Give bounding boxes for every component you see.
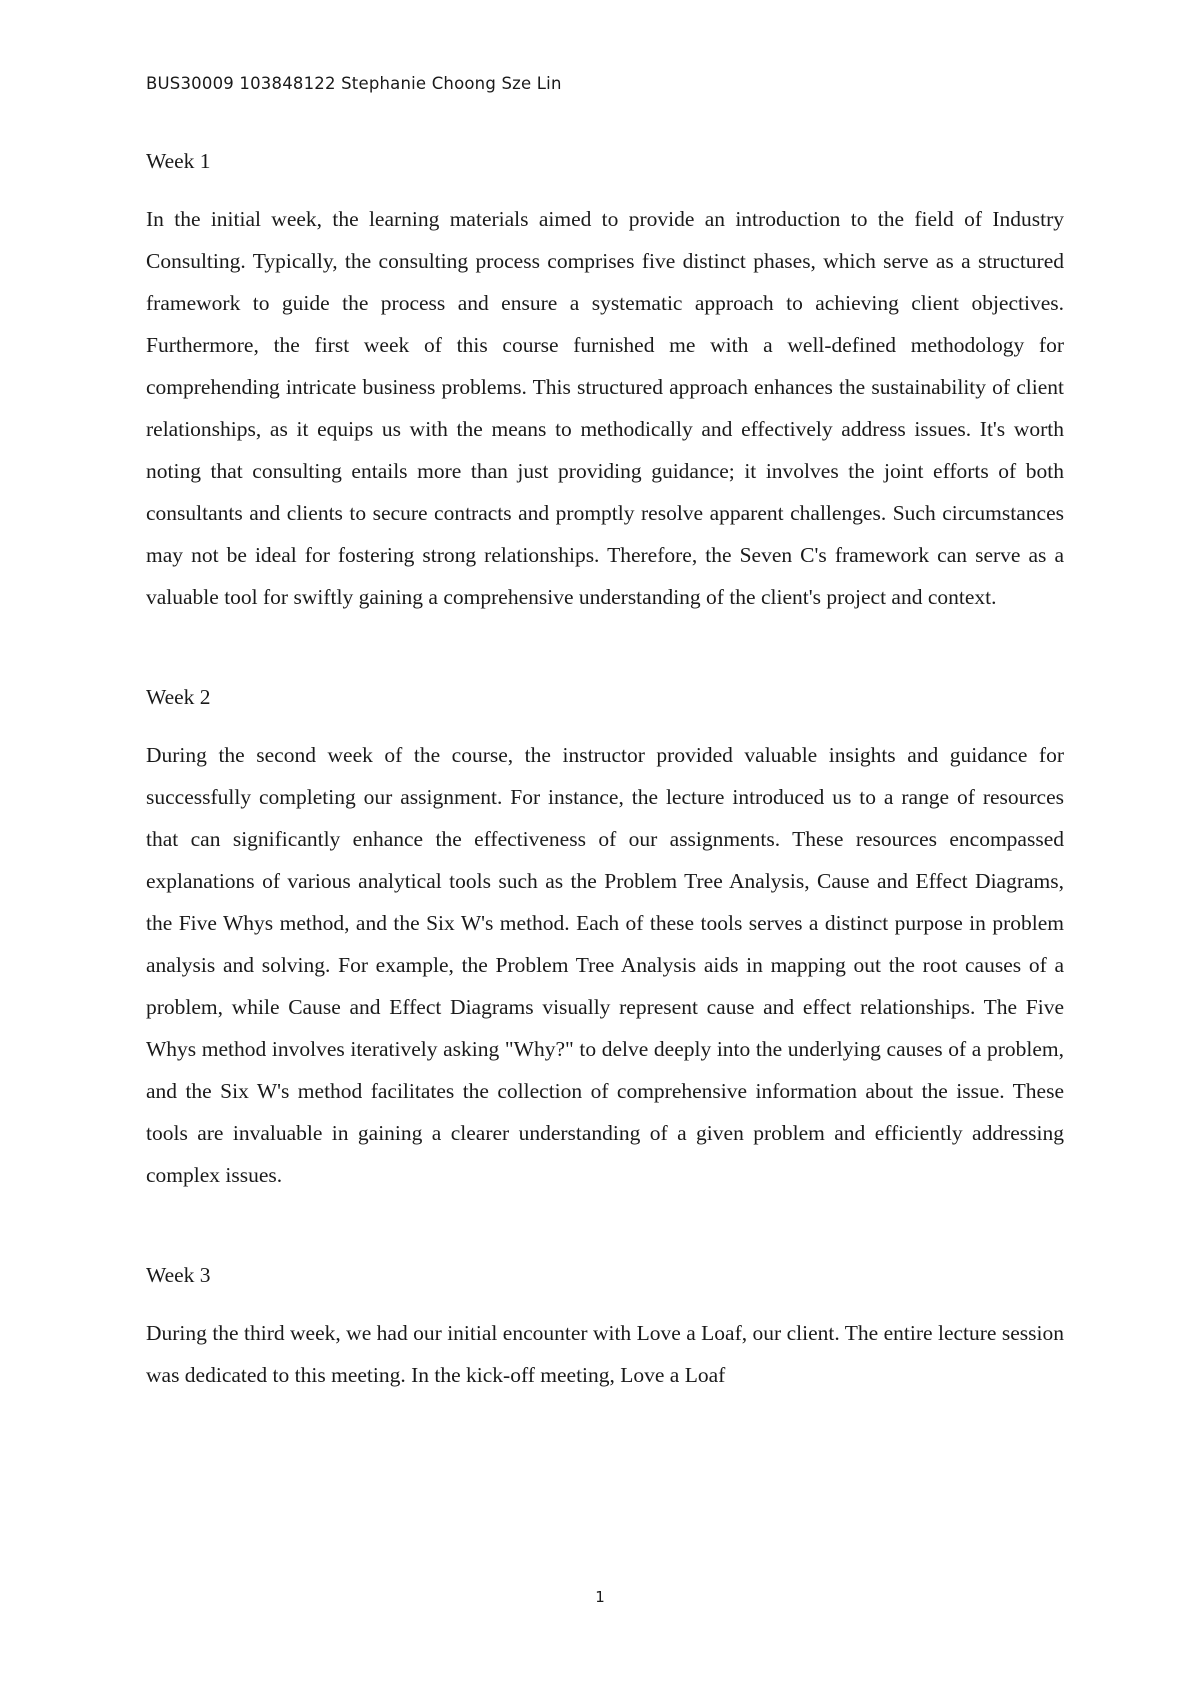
week-1-heading: Week 1 <box>146 149 211 173</box>
week-2-heading: Week 2 <box>146 685 211 709</box>
week-1-section <box>146 140 1064 618</box>
week-1-paragraph: In the initial week, the learning materials aimed to provide an introduction to the field of Industry Consulting. Typically, the consulting process comprises five distinct phases, which serve as a structured framework to guide the process and ensure a systematic approach to achieving client objectives. Furthermore, the first week of this course furnished me with a well-defined methodology for comprehending intricate business problems. This structured approach enhances the sustainability of client relationships, as it equips us with the means to methodically and effectively address issues. It's worth noting that consulting entails more than just providing guidance; it involves the joint efforts of both consultants and clients to secure contracts and promptly resolve apparent challenges. Such circumstances may not be ideal for fostering strong relationships. Therefore, the Seven C's framework can serve as a valuable tool for swiftly gaining a comprehensive understanding of the client's project and context. <box>146 207 1064 609</box>
page-header: BUS30009 103848122 Stephanie Choong Sze Lin <box>146 74 562 93</box>
document-body <box>146 140 1064 1396</box>
week-2-paragraph: During the second week of the course, the instructor provided valuable insights and guidance for successfully completing our assignment. For instance, the lecture introduced us to a range of resources that can significantly enhance the effectiveness of our assignments. These resources encompassed explanations of various analytical tools such as the Problem Tree Analysis, Cause and Effect Diagrams, the Five Whys method, and the Six W's method. Each of these tools serves a distinct purpose in problem analysis and solving. For example, the Problem Tree Analysis aids in mapping out the root causes of a problem, while Cause and Effect Diagrams visually represent cause and effect relationships. The Five Whys method involves iteratively asking "Why?" to delve deeply into the underlying causes of a problem, and the Six W's method facilitates the collection of comprehensive information about the issue. These tools are invaluable in gaining a clearer understanding of a given problem and efficiently addressing complex issues. <box>146 743 1064 1187</box>
page-number: 1 <box>595 1588 605 1606</box>
week-2-section <box>146 676 1064 1196</box>
week-3-paragraph: During the third week, we had our initial encounter with Love a Loaf, our client. The entire lecture session was dedicated to this meeting. In the kick-off meeting, Love a Loaf <box>146 1321 1064 1387</box>
week-3-heading: Week 3 <box>146 1263 211 1287</box>
week-3-section <box>146 1254 1064 1396</box>
